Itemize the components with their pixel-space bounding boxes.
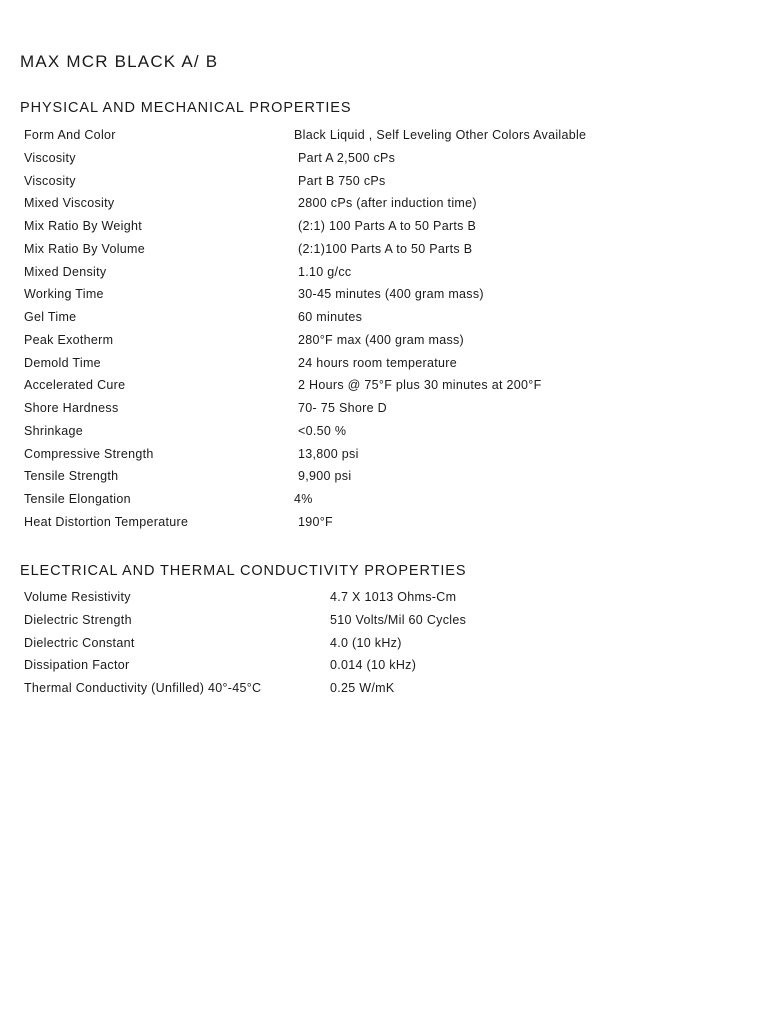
property-label: Dielectric Constant (24, 635, 135, 650)
property-value: 0.014 (10 kHz) (330, 658, 417, 673)
property-value: 4.0 (10 kHz) (330, 635, 402, 650)
property-value: Black Liquid , Self Leveling Other Colors Available (294, 128, 587, 142)
property-label: Mixed Viscosity (24, 196, 115, 211)
property-value: <0.50 % (298, 423, 347, 438)
property-label: Accelerated Cure (24, 378, 126, 393)
property-value: 280°F max (400 gram mass) (298, 332, 465, 347)
property-label: Tensile Elongation (24, 492, 131, 506)
property-value: 4% (294, 492, 313, 506)
property-label: Demold Time (24, 355, 101, 370)
property-value: 9,900 psi (298, 469, 352, 484)
property-label: Heat Distortion Temperature (24, 514, 189, 529)
property-value: 70- 75 Shore D (298, 401, 387, 415)
property-value: Part B 750 cPs (298, 173, 386, 188)
property-value: 24 hours room temperature (298, 355, 457, 370)
property-label: Working Time (24, 287, 104, 302)
property-value: 190°F (298, 514, 333, 529)
property-value: Part A 2,500 cPs (298, 150, 396, 165)
property-value: 4.7 X 1013 Ohms-Cm (330, 590, 457, 604)
property-label: Volume Resistivity (24, 590, 131, 604)
property-label: Mix Ratio By Weight (24, 219, 143, 233)
property-label: Tensile Strength (24, 469, 119, 484)
property-value: 13,800 psi (298, 446, 359, 461)
electrical-properties-heading: ELECTRICAL AND THERMAL CONDUCTIVITY PROPERTIES (20, 563, 467, 579)
property-label: Mixed Density (24, 264, 107, 279)
property-value: 2800 cPs (after induction time) (298, 196, 477, 211)
property-label: Compressive Strength (24, 446, 154, 461)
property-label: Peak Exotherm (24, 332, 114, 347)
property-label: Shore Hardness (24, 401, 119, 415)
property-label: Shrinkage (24, 423, 83, 438)
document-title: MAX MCR BLACK A/ B (20, 52, 219, 71)
property-value: 60 minutes (298, 310, 363, 324)
property-label: Dielectric Strength (24, 612, 132, 627)
property-value: 30-45 minutes (400 gram mass) (298, 287, 484, 302)
property-label: Dissipation Factor (24, 658, 130, 673)
property-label: Viscosity (24, 150, 76, 165)
property-value: 2 Hours @ 75°F plus 30 minutes at 200°F (298, 378, 542, 393)
property-label: Thermal Conductivity (Unfilled) 40°-45°C (24, 681, 262, 695)
property-label: Mix Ratio By Volume (24, 241, 146, 256)
property-value: (2:1)100 Parts A to 50 Parts B (298, 241, 473, 256)
property-label: Form And Color (24, 128, 116, 142)
property-label: Gel Time (24, 310, 77, 324)
property-value: 1.10 g/cc (298, 264, 352, 279)
property-value: 510 Volts/Mil 60 Cycles (330, 612, 467, 627)
property-value: (2:1) 100 Parts A to 50 Parts B (298, 219, 477, 233)
property-value: 0.25 W/mK (330, 681, 395, 695)
property-label: Viscosity (24, 173, 76, 188)
physical-properties-heading: PHYSICAL AND MECHANICAL PROPERTIES (20, 100, 352, 116)
